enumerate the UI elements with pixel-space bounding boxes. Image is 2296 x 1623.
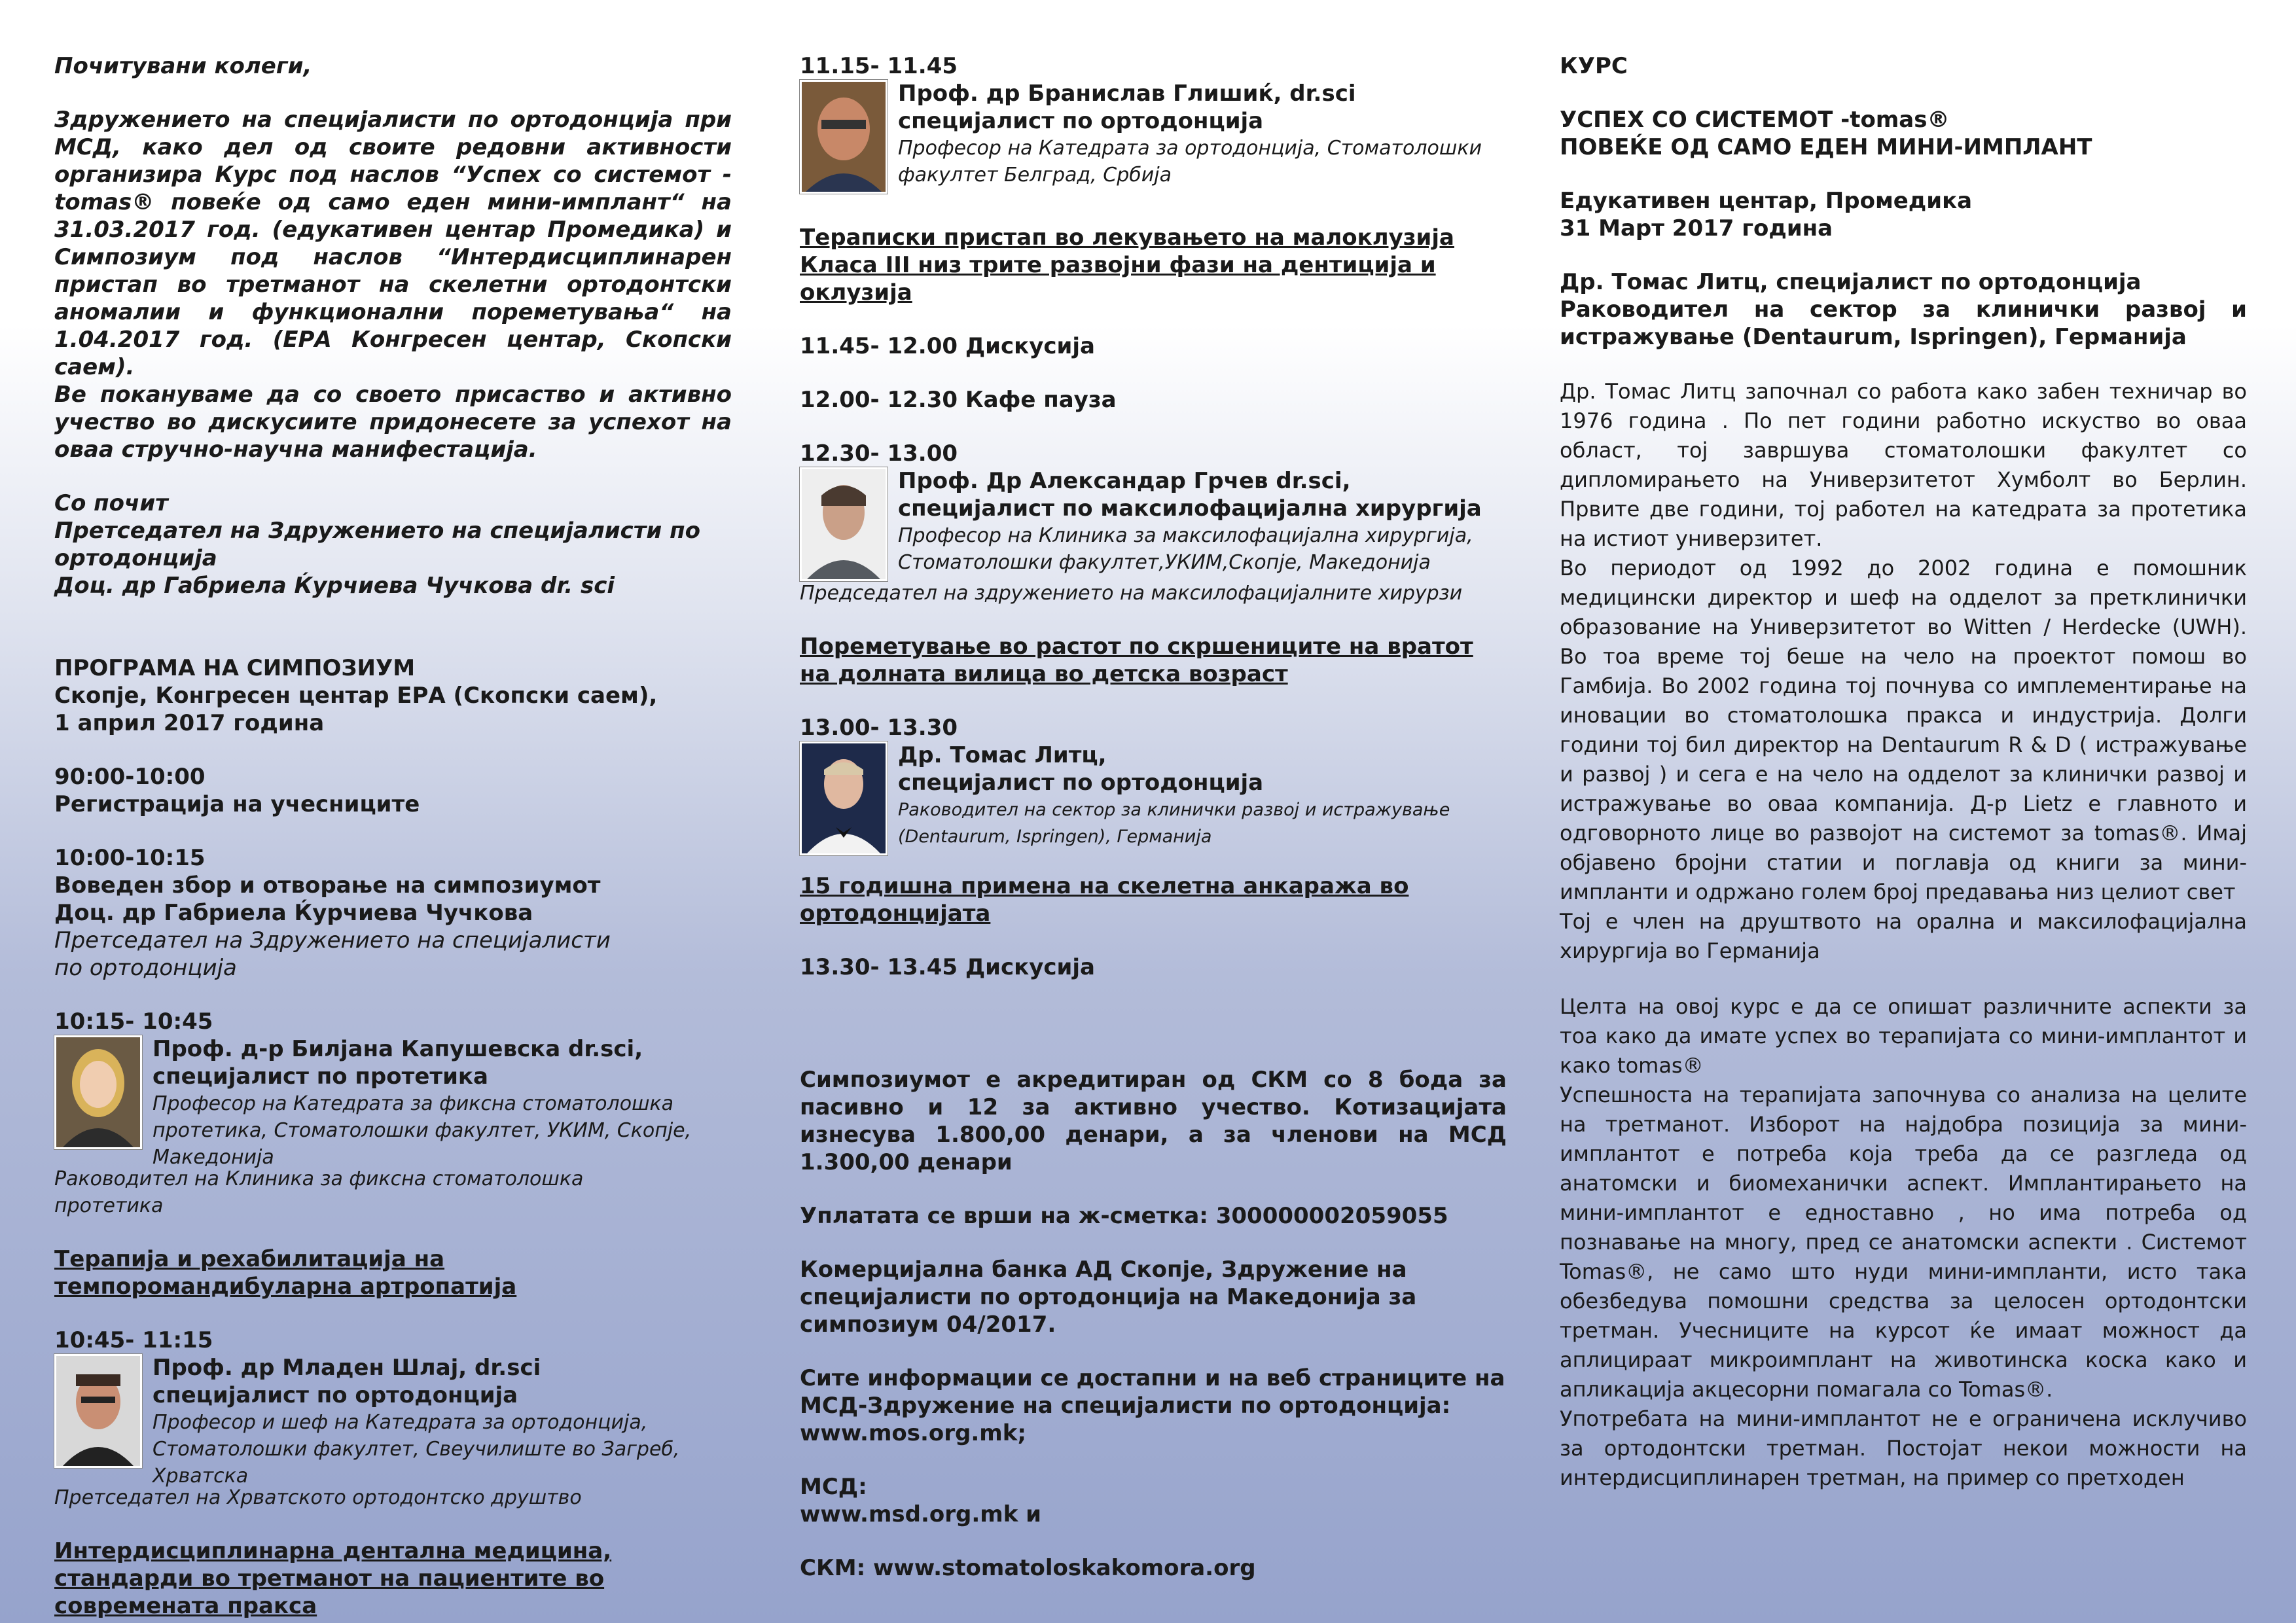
middle-column [800,52,1507,1582]
speaker-block [54,1035,732,1171]
website-link[interactable]: www.msd.org.mk и [800,1501,1041,1527]
portrait-icon [802,82,886,192]
discussion: 11.45- 12.00 Дискусија [800,333,1095,359]
speaker-specialty: специјалист по ортодонција [152,1382,518,1408]
accreditation-text: Симпозиумот е акредитиран од СКМ со 8 бода за пасивно и 12 за активно учество. Котизацијата изнесува 1.800,00 денари, а за членови на МСД 1.300,00 денари [800,1067,1507,1175]
session-person: Доц. др Габриела Ќурчиева Чучкова [54,900,533,926]
session-role: Претседател на Здружението на специјалисти по ортодонција [54,927,611,981]
regards: Со почит [54,490,168,516]
course-aim: Употребата на мини-имплантот не е ограничена исклучиво за ортодонтски третман. Постојат некои можности на интердисциплинарен третман, на пример со претходен [1560,1406,2247,1490]
speaker-specialty: специјалист по максилофацијална хирургија [898,495,1482,522]
speaker-specialty: специјалист по ортодонција [898,770,1264,796]
program-date: 1 април 2017 година [54,710,325,736]
intro-paragraph: Здружението на специјалисти по ортодонција при МСД, како дел од своите редовни активности организира Курс под наслов “Успех со системот - tomas® повеќе од само еден мини-имплант“ на 31.03.2017 год. (едукативен центар Промедика) и Симпозиум под наслов “Интердисциплинарен пристап во третманот на скелетни ортодонтски аномалии и функционални пореметувања“ на 1.04.2017 год. (ЕРА Конгресен центар, Скопски саем). [54,107,732,380]
speaker-name: Проф. др Младен Шлај, dr.sci [152,1355,541,1381]
speaker-name: Др. Томас Литц, [898,742,1107,768]
speaker-photo [800,80,888,194]
session-time: 10:15- 10:45 [54,1008,213,1035]
session-time: 10:45- 11:15 [54,1327,213,1353]
session-time: 90:00-10:00 [54,764,206,790]
speaker-affiliation: Професор и шеф на Катедрата за ортодонција, Стоматолошки факултет, Свеучилиште во Загреб, Хрватска [152,1411,680,1488]
lecture-topic: Пореметување во растот по скршениците на вратот на долната вилица во детска возраст [800,633,1473,687]
coffee-break: 12.00- 12.30 Кафе пауза [800,387,1117,413]
info-text: Сите информации се достапни и на веб страниците на МСД-Здружение на специјалисти по ортодонција: [800,1365,1505,1419]
course-subtitle: ПОВЕЌЕ ОД САМО ЕДЕН МИНИ-ИМПЛАНТ [1560,134,2092,160]
course-aim: Успешноста на терапијата започнува со анализа на целите на третманот. Изборот на најдобра позиција за мини-имплантот е потреба која треба да се разгледа од анатомски и биомеханички аспект. Имплантирањето на мини-имплантот е едноставно , но има потреба од познавање на многу, пред се анатомски аспекти . Системот Tomas®, не само што нуди мини-импланти, исто така обезбедува помошни средства за целосен ортодонтски третман. Учесниците на курсот ќе имаат можност да аплицираат микроимплант на животинска коска како и апликација акцесорни помагала со Tomas®. [1560,1082,2247,1402]
payment-account: Уплатата се врши на ж-сметка: 300000002059055 [800,1203,1448,1229]
course-title: УСПЕХ СО СИСТЕМОТ -tomas® [1560,107,1950,133]
speaker-name: Проф. Др Александар Грчев dr.sci, [898,468,1351,494]
speaker-name: Проф. др Бранислав Глишиќ, dr.sci [898,80,1356,107]
website-link[interactable]: www.mos.org.mk; [800,1420,1026,1446]
portrait-icon [802,469,886,579]
course-place: Едукативен центар, Промедика [1560,188,1973,214]
lecturer-name: Др. Томас Литц, специјалист по ортодонција [1560,269,2142,295]
speaker-block [800,741,1507,859]
discussion: 13.30- 13.45 Дискусија [800,954,1095,980]
course-date: 31 Март 2017 година [1560,215,1833,241]
signer-name: Доц. др Габриела Ќурчиева Чучкова dr. sci [54,573,615,599]
speaker-photo [800,467,888,581]
speaker-affiliation: Раководител на сектор за клинички развој и истражување (Dentaurum, Ispringen), Германија [898,800,1450,847]
speaker-block [800,467,1507,585]
speaker-photo [800,741,888,855]
speaker-role: Председател на здружението на максилофацијалните хирурзи [800,582,1463,605]
lecture-topic: Интердисциплинарна дентална медицина, стандарди во третманот на пациентите во современата пракса [54,1538,612,1619]
right-column [1560,52,2247,1493]
speaker-specialty: специјалист по ортодонција [898,108,1264,134]
course-aim: Целта на овој курс е да се опишат различните аспекти за тоа како да имате успех во терапијата со мини-имплантот и како tomas® [1560,994,2247,1078]
bio-paragraph: Тој е член на друштвото на орална и максилофацијална хирургија во Германија [1560,909,2247,963]
program-title: ПРОГРАМА НА СИМПОЗИУМ [54,655,416,681]
speaker-name: Проф. д-р Билјана Капушевска dr.sci, [152,1036,643,1062]
lecturer-role: Раководител на сектор за клинички развој и истражување (Dentaurum, Ispringen), Германија [1560,296,2247,350]
session-time: 12.30- 13.00 [800,440,958,467]
speaker-role: Претседател на Хрватското ортодонтско друштво [54,1486,582,1509]
speaker-affiliation: Професор на Катедрата за ортодонција, Стоматолошки факултет Белград, Србија [898,137,1482,187]
bank-details: Комерцијална банка АД Скопје, Здружение на специјалисти по ортодонција на Македонија за симпозиум 04/2017. [800,1257,1417,1338]
speaker-affiliation: Професор на Катедрата за фиксна стоматолошка протетика, Стоматолошки факултет, УКИМ, Скопје, Македонија [152,1092,692,1169]
session-text: Воведен збор и отворање на симпозиумот [54,872,601,899]
greeting: Почитувани колеги, [54,53,312,79]
msd-label: МСД: [800,1474,867,1500]
president-title: Претседател на Здружението на специјалисти по ортодонција [54,518,700,571]
speaker-photo [54,1035,142,1149]
invitation-paragraph: Ве покануваме да со своето присаство и активно учество во дискусиите придонесете за успехот на оваа стручно-научна манифестација. [54,382,732,463]
course-label: КУРС [1560,53,1628,79]
bio-paragraph: Во периодот од 1992 до 2002 година е помошник медицински директор и шеф на одделот за претклинички образование на Универзитетот во Witten / Herdecke (UWH). Во тоа време тој беше на чело на проектот помош во Гамбија. Во 2002 година тој почнува со имплементирање на иновации во стоматолошка пракса и индустрија. Долги години тој бил директор на Dentaurum R & D ( истражување и развој ) и сега е на чело на одделот за клинички развој и истражување во оваа компанија. Д-р Lietz е главното и одговорното лице во развојот на системот за tomas®. Имај објавено бројни статии и поглавја од книги за мини-импланти и одржано голем број предавања низ целиот свет [1560,556,2247,904]
session-time: 13.00- 13.30 [800,715,958,741]
portrait-icon [802,743,886,853]
speaker-block [800,80,1507,198]
speaker-role: Раководител на Клиника за фиксна стоматолошка протетика [54,1168,584,1217]
session-time: 10:00-10:15 [54,845,206,871]
portrait-icon [56,1037,140,1147]
portrait-icon [56,1356,140,1466]
lecture-topic: Терапија и рехабилитација на темпоромандибуларна артропатија [54,1246,517,1300]
lecture-topic: 15 годишна примена на скелетна анкаража во ортодонцијата [800,873,1409,927]
lecture-topic: Тераписки пристап во лекувањето на малоклузија Класа III низ трите развојни фази на дентиција и оклузија [800,224,1454,306]
bio-paragraph: Др. Томас Литц започнал со работа како забен техничар во 1976 година . По пет години работно искуство во оваа област, тој завршува стоматолошки факултет со дипломирањето на Универзитетот Хумболт во Берлин. Првите две години, тој работел на катедрата за протетика на истиот универзитет. [1560,379,2247,551]
left-column [54,52,732,1620]
session-text: Регистрација на учесниците [54,791,420,817]
program-place: Скопје, Конгресен центар ЕРА (Скопски саем), [54,683,658,709]
speaker-photo [54,1354,142,1468]
speaker-affiliation: Професор на Клиника за максилофацијална хирургија, Стоматолошки факултет,УКИМ,Скопје, Македонија [898,524,1473,574]
chamber-website[interactable]: СКМ: www.stomatoloskakomora.org [800,1555,1256,1581]
speaker-specialty: специјалист по протетика [152,1063,488,1090]
speaker-block [54,1354,732,1489]
session-time: 11.15- 11.45 [800,53,958,79]
